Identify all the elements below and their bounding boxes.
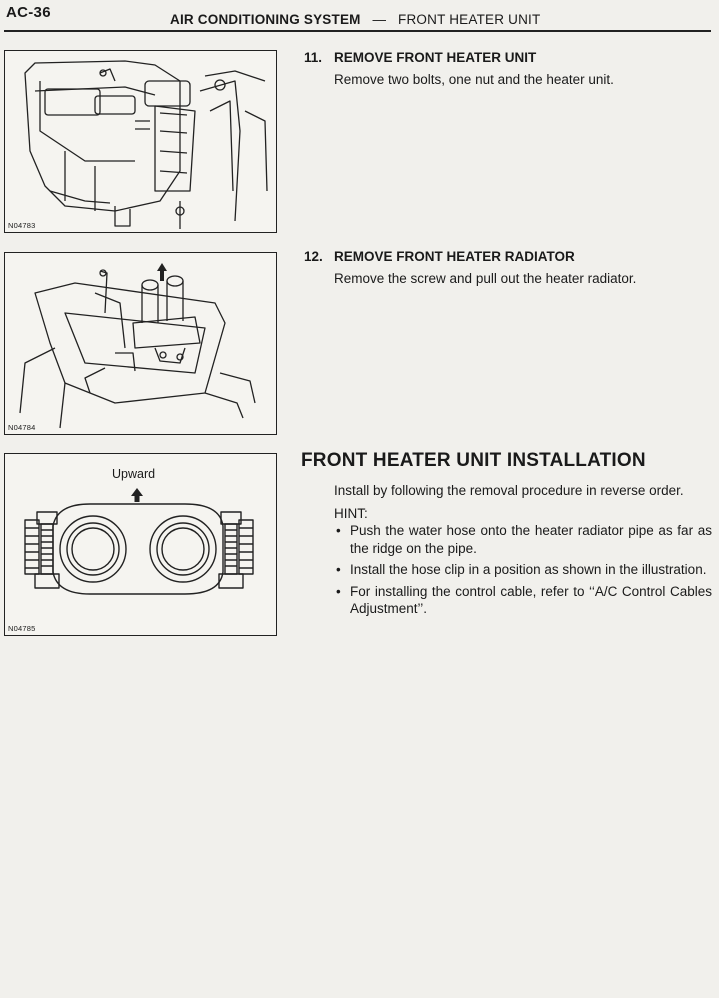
hint-item-text: Install the hose clip in a position as shown in the illustration. (350, 562, 707, 577)
figure-heater-radiator (4, 252, 277, 435)
section-title-header: FRONT HEATER UNIT (398, 12, 541, 27)
step-12-body: Remove the screw and pull out the heater radiator. (334, 271, 637, 286)
step-12-heading: REMOVE FRONT HEATER RADIATOR (334, 249, 575, 264)
heater-unit-illustration (5, 51, 276, 232)
bullet-icon: • (336, 583, 341, 599)
page-number: AC-36 (6, 4, 51, 21)
hose-clip-illustration (5, 454, 276, 635)
installation-content (334, 482, 712, 622)
upward-label: Upward (112, 467, 156, 481)
bullet-icon: • (336, 562, 341, 577)
hint-list (334, 522, 712, 618)
hint-item (334, 583, 712, 618)
figure-heater-unit (4, 50, 277, 233)
hint-item-text: For installing the control cable, refer to ‘‘A/C Control Cables Adjustment’’. (350, 583, 712, 616)
step-11-title (304, 50, 536, 65)
header-rule (4, 30, 711, 32)
installation-title: FRONT HEATER UNIT INSTALLATION (301, 450, 646, 471)
page-header (170, 12, 540, 27)
step-11-body: Remove two bolts, one nut and the heater unit. (334, 72, 614, 87)
figure-hose-clip (4, 453, 277, 636)
figure-code-1: N04783 (8, 221, 36, 230)
step-11-heading: REMOVE FRONT HEATER UNIT (334, 50, 537, 65)
heater-radiator-illustration (5, 253, 276, 434)
step-12-number: 12. (304, 249, 323, 264)
figure-code-2: N04784 (8, 423, 36, 432)
installation-intro: Install by following the removal procedure in reverse order. (334, 483, 684, 498)
step-12-title (304, 249, 575, 264)
step-11-number: 11. (304, 50, 323, 65)
hint-item (334, 561, 712, 579)
hint-label: HINT: (334, 505, 368, 521)
hint-item-text: Push the water hose onto the heater radiator pipe as far as the ridge on the pipe. (350, 523, 712, 556)
system-title: AIR CONDITIONING SYSTEM (170, 12, 361, 27)
bullet-icon: • (336, 523, 341, 538)
figure-code-3: N04785 (8, 624, 36, 633)
hint-item (334, 522, 712, 557)
header-separator: — (372, 12, 387, 27)
